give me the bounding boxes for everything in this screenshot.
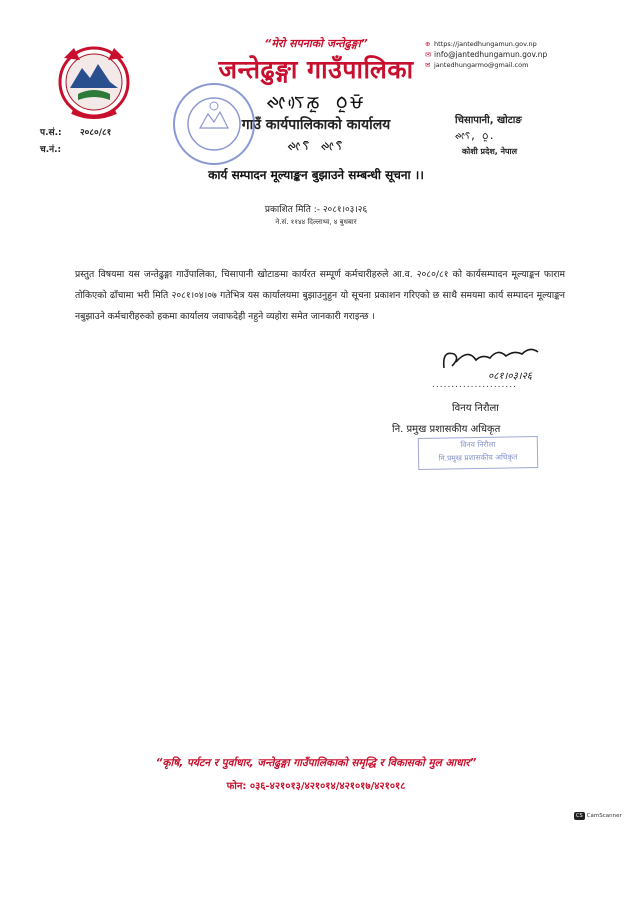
office-title: गाउँ कार्यपालिकाको कार्यालय — [241, 117, 391, 133]
header-slogan: “मेरो सपनाको जन्तेढुङ्गा” — [264, 37, 368, 50]
camscanner-watermark: CS CamScanner — [576, 813, 622, 819]
globe-icon: ⊕ — [425, 40, 431, 48]
office-round-stamp — [170, 80, 258, 168]
municipality-title: जन्तेढुङ्गा गाउँपालिका — [218, 55, 414, 84]
footer-phone: फोन: ०३६-४२१०१३/४२१०१४/४२१०१७/४२१०१८ — [226, 781, 406, 792]
camscanner-badge: CS — [576, 813, 583, 819]
notice-title: कार्य सम्पादन मूल्याङ्कन बुझाउने सम्बन्धी सूचना ।। — [208, 168, 424, 182]
ps-label: प.सं.: — [40, 128, 62, 138]
footer-slogan: “कृषि, पर्यटन र पुर्वाधार, जन्तेढुङ्गा गाउँपालिकाको समृद्धि र विकासको मुल आधार” — [155, 757, 477, 769]
cn-label: च.नं.: — [40, 145, 62, 155]
handwritten-date: ०८१।०३।२६ — [488, 371, 532, 382]
ps-value: २०८०/८१ — [80, 128, 112, 138]
website-contact[interactable]: ⊕ https://jantedhungamun.gov.np — [425, 40, 537, 48]
gmail-contact[interactable]: ✉ jantedhungarmo@gmail.com — [425, 61, 529, 69]
envelope-icon: ✉ — [425, 61, 431, 69]
email-contact[interactable]: ✉ info@jantedhungamun.gov.np — [425, 50, 548, 59]
address-province: कोशी प्रदेश, नेपाल — [462, 147, 518, 156]
nepal-sambat-date: ने.सं. ११४४ दिल्लाथ्व, ४ बुधबार — [275, 218, 357, 226]
stamp-designation: नि.प्रमुख प्रशासकीय अधिकृत — [438, 452, 518, 463]
signatory-name: विनय निरौला — [452, 403, 499, 414]
signature-line: ...................... — [432, 380, 517, 390]
signatory-designation: नि. प्रमुख प्रशासकीय अधिकृत — [392, 424, 501, 435]
address-place: चिसापानी, खोटाङ — [455, 115, 522, 126]
office-title-lepcha: ᰊᰦᰛᰳ ᰊᰦᰛᰳ — [287, 139, 345, 154]
name-stamp — [418, 436, 539, 470]
published-date: प्रकाशित मिति :- २०८१।०३।२६ — [264, 205, 368, 215]
address-place-lepcha: ᰊᰦᰛᰳ, ᰓᰬ. — [455, 131, 495, 142]
mail-icon: ✉ — [425, 50, 432, 59]
stamp-name: विनय निरौला — [460, 439, 496, 450]
notice-body: प्रस्तुत विषयमा यस जन्तेढुङ्गा गाउँपालिका, चिसापानी खोटाङमा कार्यरत सम्पूर्ण कर्मचारीहरुले आ.व. २०८०/८१ को कार्यसम्पादन मूल्याङ्कन फाराम तोकिएको ढाँचामा भरी मिति २०८१।०४।०७ गतेभित्र यस कार्यालयमा बुझाउनुहुन यो सूचना प्रकाशन गरिएको छ साथै समयमा कार्य सम्पादन मूल्याङ्कन नबुझाउने कर्मचारीहरुको हकमा कार्यालय जवाफदेही नहुने व्यहोरा समेत जानकारी गराइन्छ । — [75, 269, 565, 322]
municipality-title-lepcha: ᰊᰦᰛᰴᰕᰬ ᰓᰬᰝᰳ — [266, 91, 366, 113]
